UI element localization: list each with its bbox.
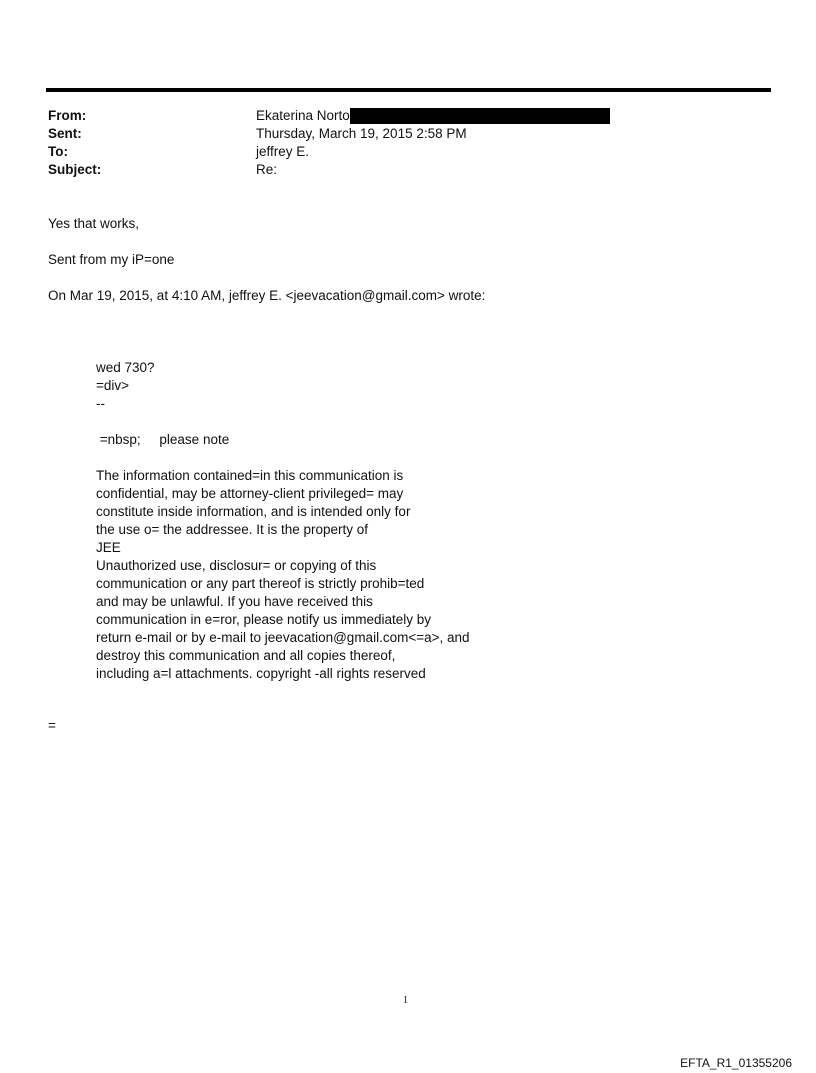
to-row bbox=[48, 143, 768, 161]
disclaimer-line: communication or any part thereof is strictly prohib=ted bbox=[96, 576, 425, 591]
sent-row bbox=[48, 125, 768, 143]
trailer-text: = bbox=[48, 718, 56, 733]
disclaimer-line: confidential, may be attorney-client privileged= may bbox=[96, 486, 404, 501]
quote-intro: On Mar 19, 2015, at 4:10 AM, jeffrey E. <jeevacation@gmail.com> wrote: bbox=[48, 288, 486, 303]
header-rule bbox=[46, 88, 771, 92]
from-value: Ekaterina Norto bbox=[256, 108, 350, 123]
from-value-wrap bbox=[256, 107, 610, 125]
bates-number: EFTA_R1_01355206 bbox=[680, 1056, 792, 1070]
disclaimer-line: destroy this communication and all copies thereof, bbox=[96, 648, 396, 663]
signature-text: Sent from my iP=one bbox=[48, 252, 175, 267]
quoted-line: =div> bbox=[96, 378, 130, 393]
disclaimer-line: constitute inside information, and is intended only for bbox=[96, 504, 411, 519]
disclaimer-line: return e-mail or by e-mail to jeevacation@gmail.com<=a>, and bbox=[96, 630, 470, 645]
reply-text: Yes that works, bbox=[48, 216, 140, 231]
quoted-line: -- bbox=[96, 396, 105, 411]
disclaimer-line: the use o= the addressee. It is the property of bbox=[96, 522, 369, 537]
disclaimer-line: and may be unlawful. If you have received this bbox=[96, 594, 373, 609]
disclaimer-line: The information contained=in this communication is bbox=[96, 468, 404, 483]
note-line: =nbsp; please note bbox=[96, 432, 230, 447]
sent-value: Thursday, March 19, 2015 2:58 PM bbox=[256, 126, 467, 141]
from-label: From: bbox=[48, 108, 87, 123]
from-row bbox=[48, 107, 768, 125]
to-label: To: bbox=[48, 144, 68, 159]
disclaimer-line: JEE bbox=[96, 540, 121, 555]
subject-row bbox=[48, 161, 768, 179]
disclaimer-line: Unauthorized use, disclosur= or copying of this bbox=[96, 558, 377, 573]
disclaimer-line: including a=l attachments. copyright -all rights reserved bbox=[96, 666, 426, 681]
page-number: 1 bbox=[403, 995, 408, 1006]
subject-label: Subject: bbox=[48, 162, 102, 177]
sent-label: Sent: bbox=[48, 126, 82, 141]
email-header bbox=[48, 107, 768, 179]
quoted-line: wed 730? bbox=[96, 360, 155, 375]
to-value: jeffrey E. bbox=[256, 144, 310, 159]
subject-value: Re: bbox=[256, 162, 278, 177]
redaction-block bbox=[350, 108, 610, 124]
disclaimer-line: communication in e=ror, please notify us immediately by bbox=[96, 612, 432, 627]
